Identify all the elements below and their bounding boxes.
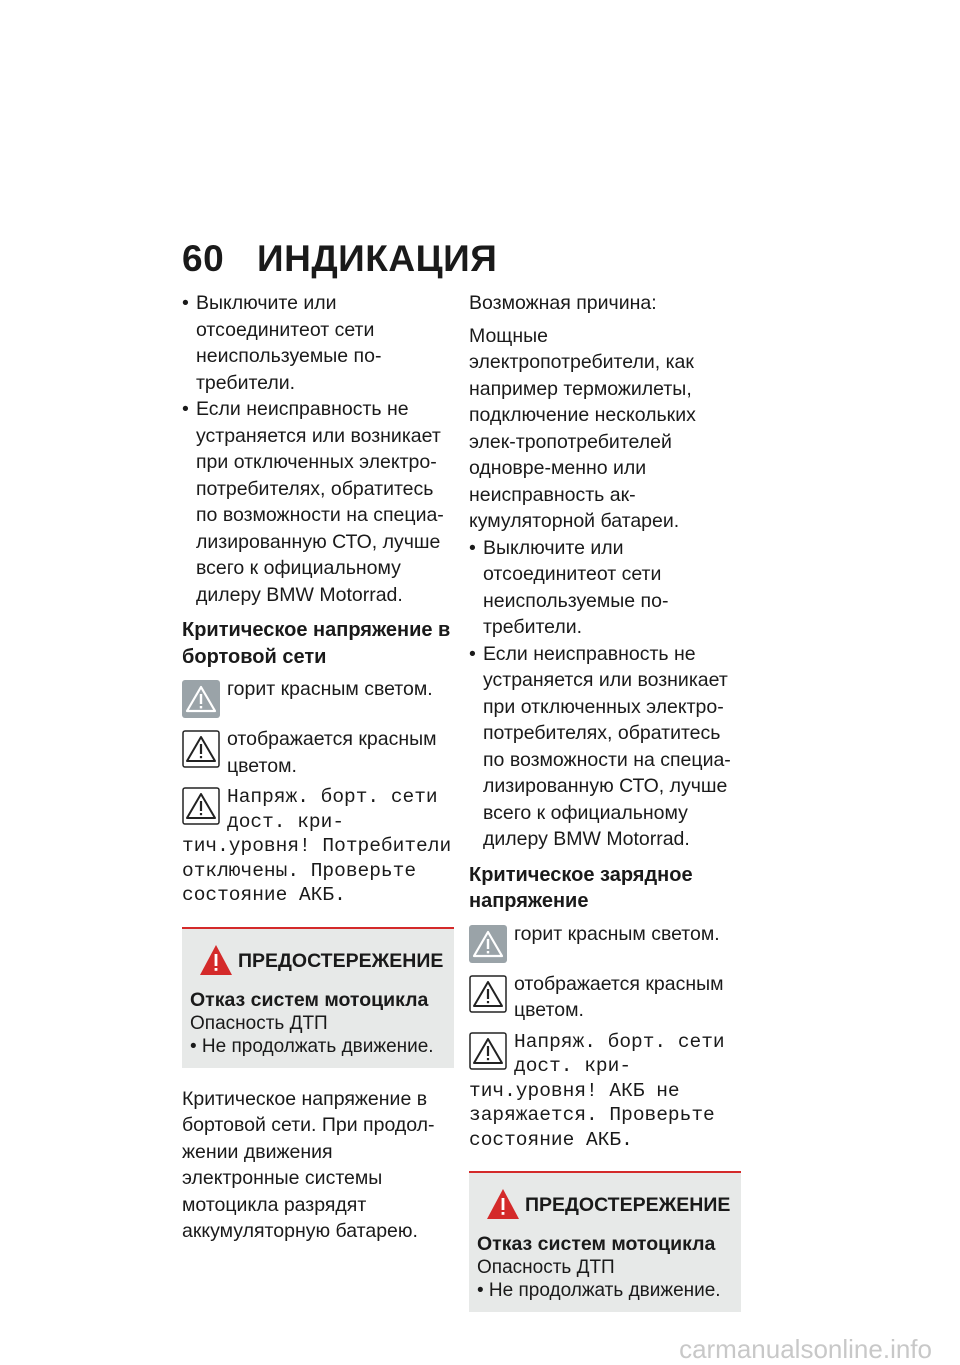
indicator-lamp-row: [182, 676, 454, 720]
display-message: [182, 785, 454, 908]
warning-label: ПРЕДОСТЕРЕЖЕНИЕ: [525, 1194, 731, 1216]
display-message-text: Напряж. борт. сети дост. кри-: [514, 1030, 725, 1077]
section-heading: Критическое зарядное напряжение: [469, 863, 693, 912]
warning-title: Отказ систем мотоцикла: [477, 1233, 716, 1255]
bullet-item: • Если неисправность не устраняется или возникает при отключенных электро-потребителях, обратитесь по возможности на специа-лизированную СТО, лучше всего к официальному дилеру BMW Motorrad.: [182, 396, 454, 608]
warning-box: [182, 927, 454, 1068]
warning-text: Опасность ДТП: [477, 1257, 615, 1278]
indicator-lit-text: горит красным светом.: [227, 678, 433, 700]
warning-text: • Не продолжать движение.: [477, 1280, 721, 1301]
page-header: [182, 238, 497, 280]
warning-triangle-icon: [485, 1187, 521, 1221]
indicator-lit-text: горит красным светом.: [514, 922, 720, 945]
warning-lamp-icon: [182, 680, 220, 718]
indicator-lamp-row: [469, 921, 741, 965]
warning-label: ПРЕДОСТЕРЕЖЕНИЕ: [238, 949, 444, 972]
warning-header: [477, 1183, 731, 1227]
display-message-first: [182, 785, 454, 834]
display-message-first: [469, 1030, 741, 1079]
display-message-text: Напряж. борт. сети дост. кри-: [227, 786, 438, 833]
indicator-display-row: [182, 726, 454, 779]
bullet-item: • Выключите или отсоединитеот сети неиспользуемые по-требители.: [469, 535, 741, 641]
indicator-display-text: отображается красным цветом.: [514, 972, 724, 1021]
warning-display-icon: [469, 1032, 507, 1070]
warning-display-icon: [182, 730, 220, 768]
warning-triangle-icon: [198, 943, 234, 977]
display-message-rest: тич.уровня! АКБ не заряжается. Проверьте состояние АКБ.: [469, 1079, 715, 1151]
section-heading: Критическое напряжение в бортовой сети: [182, 619, 451, 668]
right-column: [469, 290, 741, 1312]
warning-text: • Не продолжать движение.: [190, 1035, 434, 1057]
warning-box: [469, 1171, 741, 1312]
warning-lamp-icon: [469, 925, 507, 963]
display-message-rest: тич.уровня! Потребители отключены. Проверьте состояние АКБ.: [182, 835, 452, 906]
display-message: [469, 1030, 741, 1153]
warning-display-icon: [182, 787, 220, 825]
warning-display-icon: [469, 975, 507, 1013]
page-title: ИНДИКАЦИЯ: [257, 238, 498, 279]
cause-text: Мощные электропотребители, как например терможилеты, подключение нескольких элек-тропотребителей одновре-менно или неисправность ак-кумуляторной батареи.: [469, 324, 696, 532]
left-column: [182, 290, 454, 1245]
bullet-item: • Если неисправность не устраняется или возникает при отключенных электро-потребителях, обратитесь по возможности на специа-лизированную СТО, лучше всего к официальному дилеру BMW Motorrad.: [469, 641, 741, 853]
indicator-display-row: [469, 971, 741, 1024]
page-number: 60: [182, 238, 225, 279]
indicator-display-text: отображается красным цветом.: [227, 728, 437, 777]
warning-header: [190, 939, 444, 983]
watermark-text: carmanualsonline.info: [679, 1334, 932, 1364]
paragraph: Критическое напряжение в бортовой сети. При продол-жении движения электронные системы мотоцикла разрядят аккумуляторную батарею.: [182, 1087, 435, 1242]
bullet-item: • Выключите или отсоединитеот сети неиспользуемые по-требители.: [182, 290, 454, 396]
warning-text: Опасность ДТП: [190, 1012, 328, 1034]
cause-label: Возможная причина:: [469, 292, 657, 314]
warning-title: Отказ систем мотоцикла: [190, 988, 429, 1011]
